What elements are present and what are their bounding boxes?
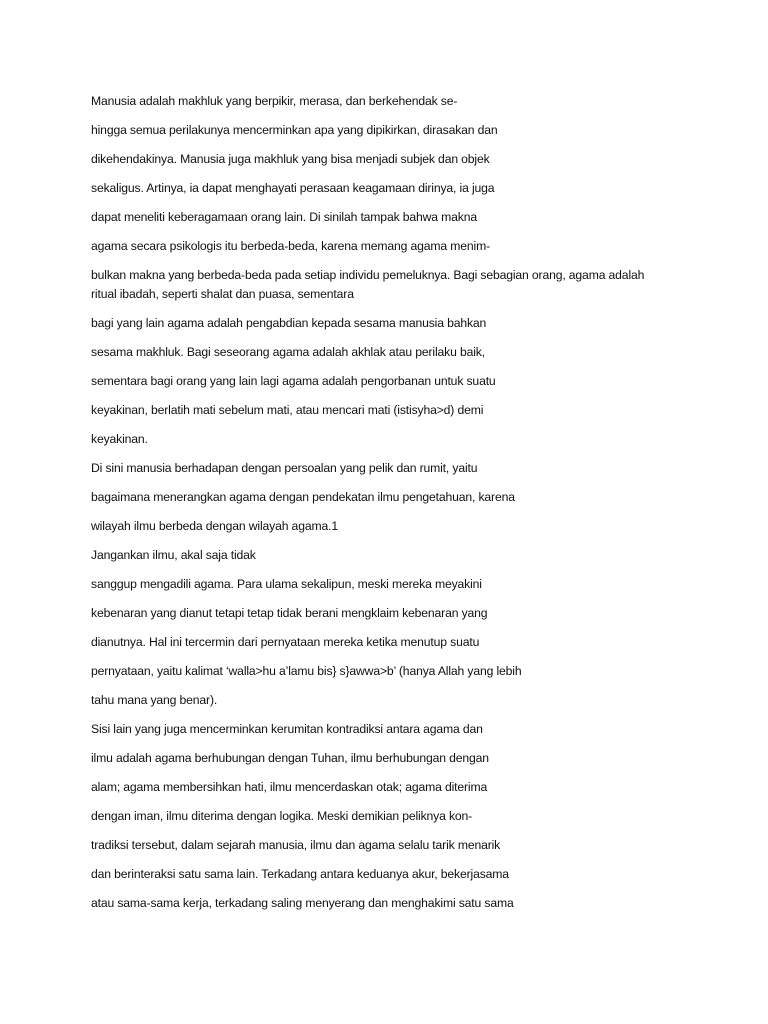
- text-line: hingga semua perilakunya mencerminkan apa yang dipikirkan, dirasakan dan: [91, 123, 498, 137]
- text-line: keyakinan.: [91, 432, 148, 446]
- text-line: sanggup mengadili agama. Para ulama sekalipun, meski mereka meyakini: [91, 577, 482, 591]
- text-line: sementara bagi orang yang lain lagi agama adalah pengorbanan untuk suatu: [91, 374, 496, 388]
- text-line: Jangankan ilmu, akal saja tidak: [91, 548, 256, 562]
- text-line: tahu mana yang benar).: [91, 693, 218, 707]
- text-line: Sisi lain yang juga mencerminkan kerumitan kontradiksi antara agama dan: [91, 722, 483, 736]
- text-line: tradiksi tersebut, dalam sejarah manusia, ilmu dan agama selalu tarik menarik: [91, 838, 501, 852]
- text-line: dikehendakinya. Manusia juga makhluk yang bisa menjadi subjek dan objek: [91, 152, 490, 166]
- text-line: bulkan makna yang berbeda-beda pada setiap individu pemeluknya. Bagi sebagian orang, agama adalah: [91, 268, 645, 282]
- text-line: ritual ibadah, seperti shalat dan puasa, sementara: [91, 287, 354, 301]
- text-line: pernyataan, yaitu kalimat ‘walla>hu a’lamu bis} s}awwa>b’ (hanya Allah yang lebih: [91, 664, 522, 678]
- text-line: sekaligus. Artinya, ia dapat menghayati perasaan keagamaan dirinya, ia juga: [91, 181, 495, 195]
- text-line: bagaimana menerangkan agama dengan pendekatan ilmu pengetahuan, karena: [91, 490, 515, 504]
- text-line: dan berinteraksi satu sama lain. Terkadang antara keduanya akur, bekerjasama: [91, 867, 509, 881]
- text-line: wilayah ilmu berbeda dengan wilayah agama.1: [91, 519, 338, 533]
- text-line: atau sama-sama kerja, terkadang saling menyerang dan menghakimi satu sama: [91, 896, 514, 910]
- text-line: dengan iman, ilmu diterima dengan logika. Meski demikian peliknya kon-: [91, 809, 473, 823]
- text-line: kebenaran yang dianut tetapi tetap tidak berani mengklaim kebenaran yang: [91, 606, 488, 620]
- text-line: keyakinan, berlatih mati sebelum mati, atau mencari mati (istisyha>d) demi: [91, 403, 484, 417]
- text-line: dapat meneliti keberagamaan orang lain. Di sinilah tampak bahwa makna: [91, 210, 477, 224]
- text-line: agama secara psikologis itu berbeda-beda, karena memang agama menim-: [91, 239, 490, 253]
- text-line: sesama makhluk. Bagi seseorang agama adalah akhlak atau perilaku baik,: [91, 345, 485, 359]
- text-line: ilmu adalah agama berhubungan dengan Tuhan, ilmu berhubungan dengan: [91, 751, 489, 765]
- text-line: Di sini manusia berhadapan dengan persoalan yang pelik dan rumit, yaitu: [91, 461, 478, 475]
- text-line: Manusia adalah makhluk yang berpikir, merasa, dan berkehendak se-: [91, 94, 458, 108]
- text-line: alam; agama membersihkan hati, ilmu mencerdaskan otak; agama diterima: [91, 780, 488, 794]
- text-line: bagi yang lain agama adalah pengabdian kepada sesama manusia bahkan: [91, 316, 487, 330]
- text-line: dianutnya. Hal ini tercermin dari pernyataan mereka ketika menutup suatu: [91, 635, 480, 649]
